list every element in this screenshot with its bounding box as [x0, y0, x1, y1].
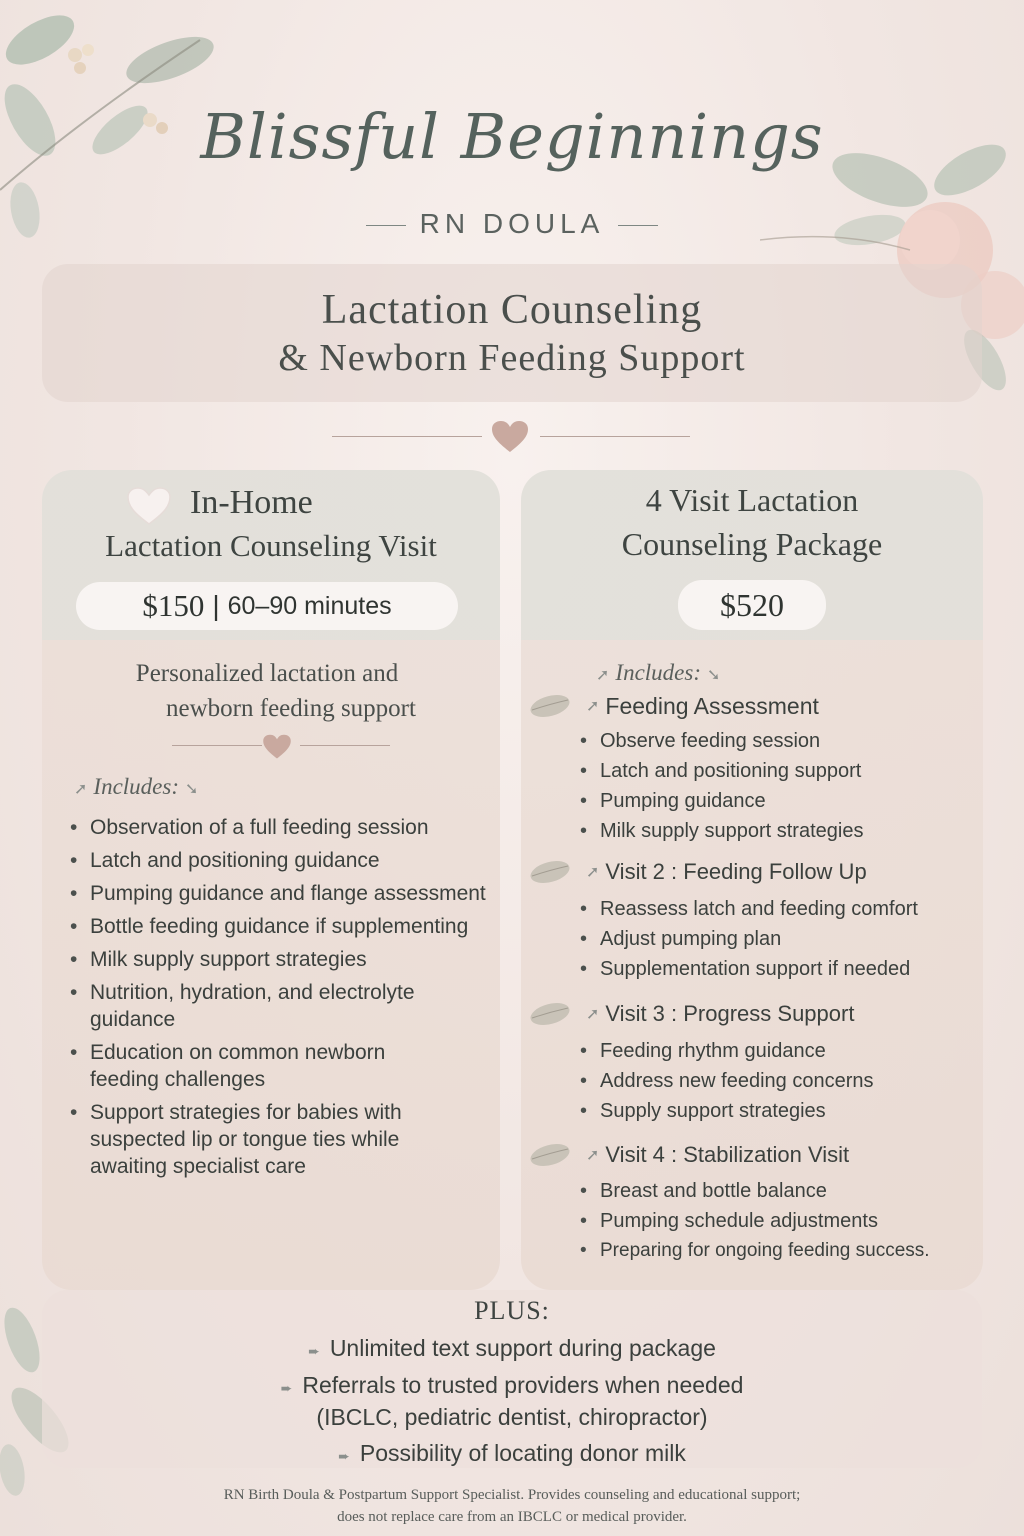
arrow-icon: ➚: [586, 864, 600, 881]
section-heading: Visit 2 : Feeding Follow Up: [605, 859, 867, 884]
section-heading-visit-3: [528, 1000, 854, 1028]
list-item: • Observe feeding session: [578, 726, 978, 756]
list-item: • Latch and positioning support: [578, 756, 978, 786]
brand-name: Blissful Beginnings: [200, 100, 824, 173]
banner-title-line1: Lactation Counseling: [321, 287, 703, 333]
right-card-title-line2: Counseling Package: [621, 526, 883, 562]
brand-subtitle-row: [0, 208, 1024, 240]
left-price: $150: [142, 588, 205, 623]
right-includes-label: ➚ Includes: ➘: [596, 660, 721, 685]
list-item: • Address new feeding concerns: [578, 1066, 978, 1096]
list-item: • Observation of a full feeding session: [68, 814, 518, 841]
list-item: • Bottle feeding guidance if supplementing: [68, 913, 518, 940]
list-item: • Milk supply support strategies: [68, 946, 518, 973]
list-item: • Pumping guidance: [578, 786, 978, 816]
plus-item-note: (IBCLC, pediatric dentist, chiropractor): [316, 1404, 708, 1430]
section-list-visit-2: [578, 894, 978, 984]
arrow-icon: ➘: [184, 781, 199, 798]
plus-item: ➨ Possibility of locating donor milk: [338, 1440, 686, 1466]
left-card-title-line2: Lactation Counseling Visit: [105, 528, 437, 563]
arrow-icon: ➚: [586, 1006, 600, 1023]
arrow-icon: ➨: [308, 1343, 320, 1359]
left-price-pill: [76, 582, 458, 630]
left-tagline-rule-left: [172, 745, 262, 746]
list-item: • Pumping guidance and flange assessment: [68, 880, 518, 907]
leaf-icon: [528, 1141, 572, 1169]
list-item: • Supply support strategies: [578, 1096, 978, 1126]
arrow-icon: ➚: [586, 698, 600, 715]
brand-subtitle: RN DOULA: [419, 208, 605, 239]
section-heading-visit-4: [528, 1141, 849, 1169]
left-includes-label: ➚ Includes: ➘: [74, 774, 199, 799]
right-card-title-line1: 4 Visit Lactation: [645, 482, 859, 518]
divider-left: [332, 436, 482, 437]
list-item: • Pumping schedule adjustments: [578, 1206, 978, 1236]
arrow-icon: ➚: [596, 667, 610, 684]
list-item: • Education on common newborn feeding challenges: [68, 1039, 458, 1093]
footer-disclaimer-line1: RN Birth Doula & Postpartum Support Specialist. Provides counseling and educational support;: [223, 1487, 801, 1503]
arrow-icon: ➚: [74, 781, 88, 798]
leaf-icon: [528, 858, 572, 886]
plus-item: ➨ Unlimited text support during package: [308, 1335, 716, 1361]
list-item: • Milk supply support strategies: [578, 816, 978, 846]
left-card-title-line1: In-Home: [190, 484, 313, 521]
arrow-icon: ➨: [280, 1380, 293, 1396]
list-item: • Adjust pumping plan: [578, 924, 978, 954]
heart-icon: [491, 420, 529, 454]
section-heading-feeding-assessment: [528, 692, 819, 720]
left-includes-list: [68, 814, 518, 1186]
section-heading: Feeding Assessment: [605, 692, 819, 719]
left-duration: 60–90 minutes: [227, 591, 392, 620]
right-price-pill: [678, 580, 826, 630]
price-separator: |: [212, 590, 220, 621]
heart-outline-icon: [126, 486, 172, 526]
leaf-icon: [528, 1000, 572, 1028]
plus-title: PLUS:: [474, 1296, 550, 1325]
plus-item: ➨ Referrals to trusted providers when needed: [280, 1372, 744, 1398]
arrow-icon: ➚: [586, 1147, 600, 1164]
small-heart-icon: [262, 734, 292, 760]
right-price: $520: [720, 586, 784, 623]
list-item: • Nutrition, hydration, and electrolyte guidance: [68, 979, 468, 1033]
brand-rule-right: [618, 225, 658, 226]
list-item: • Support strategies for babies with suspected lip or tongue ties while awaiting specialist care: [68, 1099, 453, 1180]
section-list-feeding-assessment: [578, 726, 978, 846]
list-item: • Reassess latch and feeding comfort: [578, 894, 978, 924]
section-heading: Visit 4 : Stabilization Visit: [605, 1142, 850, 1167]
brand-rule-left: [366, 225, 406, 226]
footer-disclaimer-line2: does not replace care from an IBCLC or medical provider.: [337, 1509, 687, 1525]
left-tagline-line1: Personalized lactation and: [135, 660, 399, 687]
list-item: • Feeding rhythm guidance: [578, 1036, 978, 1066]
leaf-icon: [528, 692, 572, 720]
list-item: • Latch and positioning guidance: [68, 847, 518, 874]
section-list-visit-3: [578, 1036, 978, 1126]
section-heading: Visit 3 : Progress Support: [605, 1001, 855, 1026]
list-item: • Supplementation support if needed: [578, 954, 978, 984]
list-item: • Preparing for ongoing feeding success.: [578, 1236, 978, 1266]
arrow-icon: ➨: [338, 1448, 350, 1464]
arrow-icon: ➘: [706, 667, 721, 684]
divider-right: [540, 436, 690, 437]
list-item: • Breast and bottle balance: [578, 1176, 978, 1206]
section-list-visit-4: [578, 1176, 978, 1266]
left-tagline-rule-right: [300, 745, 390, 746]
section-heading-visit-2: [528, 858, 867, 886]
banner-title-line2: & Newborn Feeding Support: [278, 337, 746, 379]
left-tagline-line2: newborn feeding support: [166, 695, 416, 722]
